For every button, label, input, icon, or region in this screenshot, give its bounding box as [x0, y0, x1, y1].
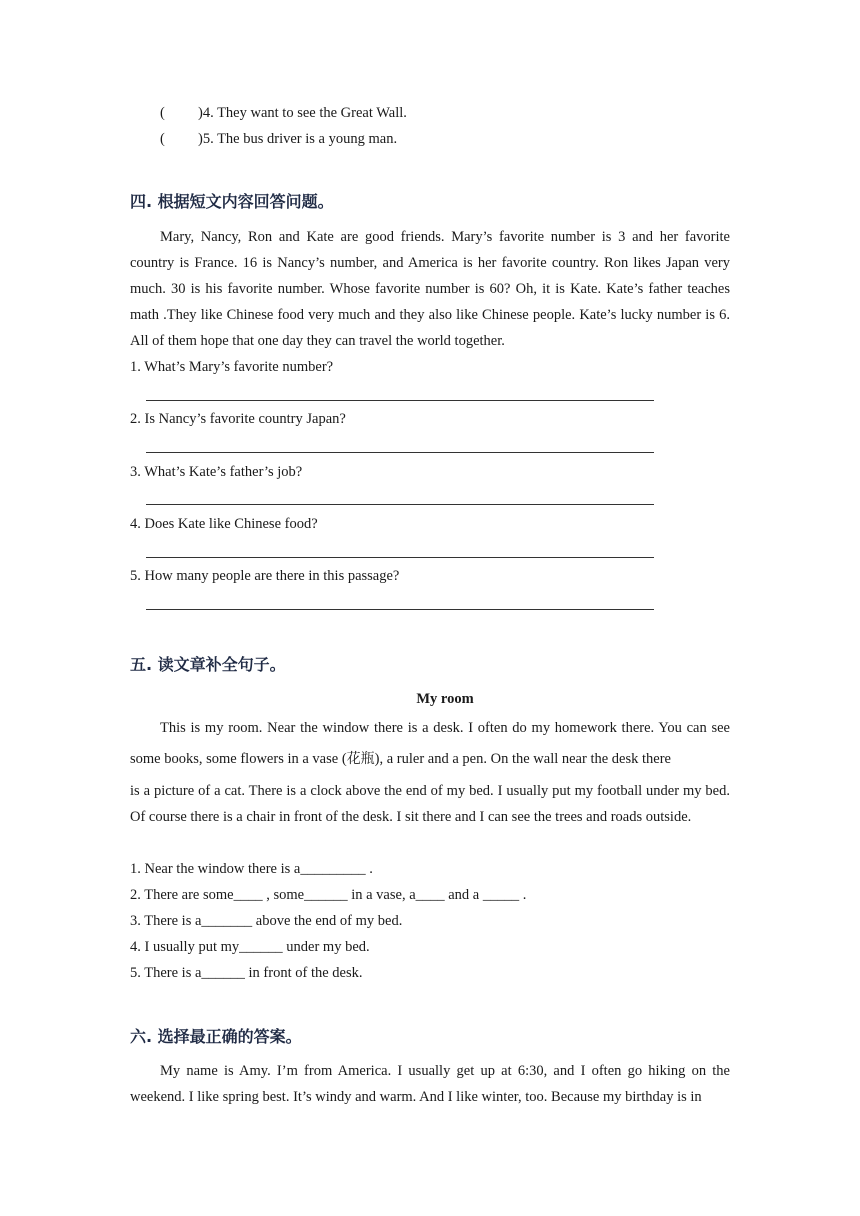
- section-5-passage-part-1: [130, 713, 730, 775]
- passage-text: This is my room. Near the window there is a desk. I often do my homework there. You can see some books, some flowers in a vase (: [130, 720, 730, 767]
- fill-sentence-5: 5. There is a______ in front of the desk.: [130, 965, 363, 981]
- fill-sentence-2: 2. There are some____ , some______ in a vase, a____ and a _____ .: [130, 887, 527, 903]
- item-text: )4. They want to see the Great Wall.: [198, 105, 407, 121]
- answer-line-1[interactable]: [146, 400, 654, 401]
- question-5: 5. How many people are there in this passage?: [130, 568, 400, 584]
- question-1: 1. What’s Mary’s favorite number?: [130, 359, 334, 375]
- section-5-passage-part-2: is a picture of a cat. There is a clock above the end of my bed. I usually put my football under my bed. Of course there is a chair in front of the desk. I sit there and I can see the trees and roads outside.: [130, 783, 730, 825]
- answer-paren: (: [160, 105, 165, 121]
- answer-line-4[interactable]: [146, 557, 654, 558]
- passage-title: My room: [416, 691, 474, 707]
- fill-sentence-1: 1. Near the window there is a_________ .: [130, 861, 373, 877]
- section-6-heading: 六. 选择最正确的答案。: [130, 1027, 302, 1046]
- answer-line-2[interactable]: [146, 452, 654, 453]
- answer-line-5[interactable]: [146, 609, 654, 610]
- fill-sentence-3: 3. There is a_______ above the end of my bed.: [130, 913, 403, 929]
- section-4-passage: Mary, Nancy, Ron and Kate are good friends. Mary’s favorite number is 3 and her favorite country is France. 16 is Nancy’s number, and America is her favorite country. Ron likes Japan very much. 30 is his favorite number. Whose favorite number is 60? Oh, it is Kate. Kate’s father teaches math .They like Chinese food very much and they also like Chinese people. Kate’s lucky number is 6. All of them hope that one day they can travel the world together.: [130, 229, 730, 349]
- true-false-item-4: [160, 105, 407, 122]
- passage-text: ), a ruler and a pen. On the wall near the desk there: [374, 751, 671, 767]
- answer-paren: (: [160, 131, 165, 147]
- section-6-passage: My name is Amy. I’m from America. I usually get up at 6:30, and I often go hiking on the weekend. I like spring best. It’s windy and warm. And I like winter, too. Because my birthday is in: [130, 1063, 730, 1105]
- question-3: 3. What’s Kate’s father’s job?: [130, 464, 303, 480]
- question-4: 4. Does Kate like Chinese food?: [130, 516, 318, 532]
- section-4-heading: 四. 根据短文内容回答问题。: [130, 192, 334, 211]
- section-5-heading: 五. 读文章补全句子。: [130, 655, 286, 674]
- question-2: 2. Is Nancy’s favorite country Japan?: [130, 411, 346, 427]
- fill-sentence-4: 4. I usually put my______ under my bed.: [130, 939, 370, 955]
- true-false-item-5: [160, 131, 397, 148]
- passage-chinese-word: 花瓶: [346, 751, 375, 767]
- answer-line-3[interactable]: [146, 504, 654, 505]
- item-text: )5. The bus driver is a young man.: [198, 131, 398, 147]
